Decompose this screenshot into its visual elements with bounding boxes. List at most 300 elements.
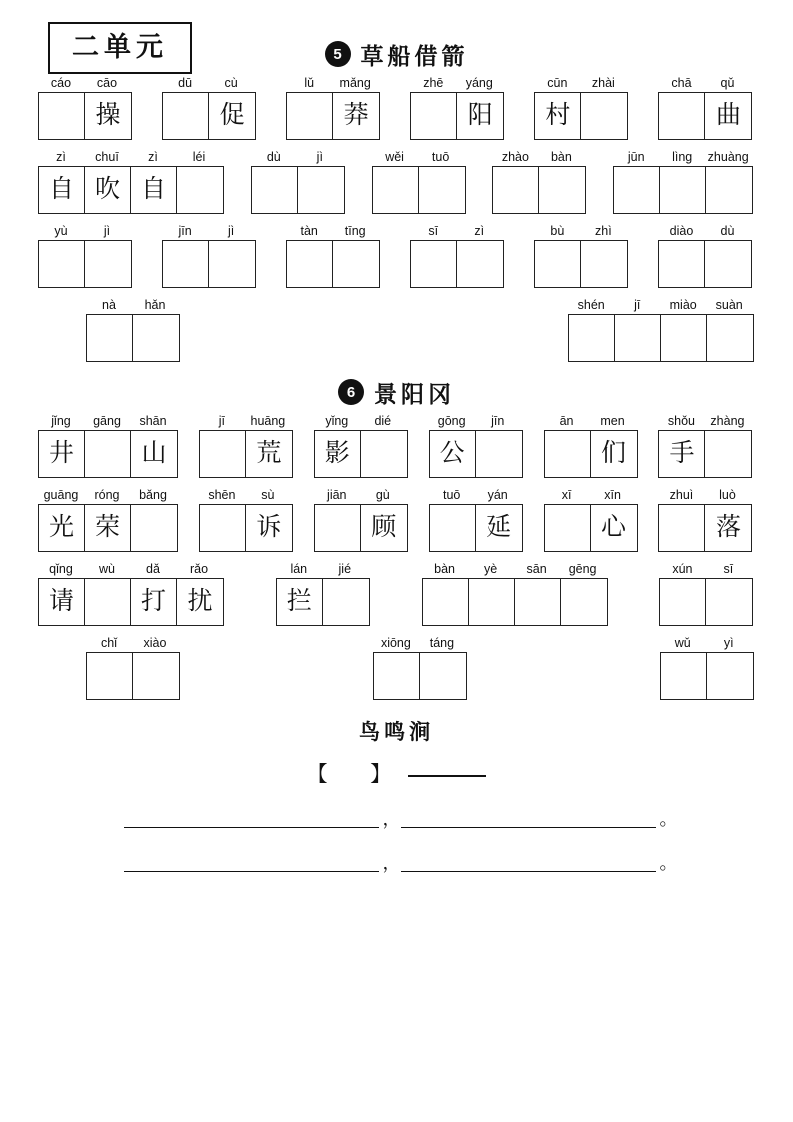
comma-mark: ， <box>382 808 401 829</box>
character-grid <box>162 240 256 288</box>
pinyin-syllable: táng <box>429 635 455 650</box>
word-entry <box>568 297 754 362</box>
word-row <box>38 413 755 478</box>
pinyin-syllable: zhuì <box>669 487 694 502</box>
character-grid <box>410 240 504 288</box>
pinyin-row <box>544 413 638 430</box>
bracket-left: 【 <box>306 761 330 786</box>
lesson-title: 景阳冈 <box>374 381 455 407</box>
period-mark: 。 <box>659 808 678 829</box>
character-cell-blank[interactable] <box>85 579 131 625</box>
character-grid <box>199 504 293 552</box>
character-cell-blank[interactable] <box>374 653 420 699</box>
pinyin-syllable: wěi <box>385 149 404 164</box>
word-entry <box>429 487 523 552</box>
character-cell-blank[interactable] <box>200 431 246 477</box>
character-cell-blank[interactable] <box>39 241 85 287</box>
character-cell-blank[interactable] <box>706 579 752 625</box>
character-grid <box>314 504 408 552</box>
pinyin-syllable: yì <box>723 635 734 650</box>
word-entry <box>276 561 370 626</box>
character-cell-filled[interactable]: 诉 <box>256 514 282 542</box>
word-entry <box>660 635 754 700</box>
pinyin-syllable: jié <box>338 561 352 576</box>
character-cell-blank[interactable] <box>163 93 209 139</box>
character-grid <box>613 166 753 214</box>
word-entry <box>38 413 178 478</box>
character-cell-filled[interactable]: 促 <box>219 102 245 130</box>
pinyin-syllable: zhuàng <box>707 149 749 164</box>
poem-blank[interactable] <box>124 813 379 828</box>
pinyin-syllable: dū <box>178 75 193 90</box>
pinyin-syllable: shēn <box>208 487 236 502</box>
word-row <box>38 149 755 214</box>
pinyin-syllable: jī <box>218 413 226 428</box>
word-entry <box>314 487 408 552</box>
pinyin-syllable: cáo <box>50 75 72 90</box>
character-cell-blank[interactable] <box>545 505 591 551</box>
character-grid <box>568 314 754 362</box>
character-cell-blank[interactable] <box>373 167 419 213</box>
character-cell-blank[interactable] <box>411 93 457 139</box>
character-cell-blank[interactable] <box>561 579 607 625</box>
pinyin-syllable: jīn <box>178 223 192 238</box>
pinyin-syllable: zhài <box>591 75 615 90</box>
poem-blank[interactable] <box>401 813 656 828</box>
pinyin-row <box>658 223 752 240</box>
pinyin-syllable: mǎng <box>339 75 371 90</box>
pinyin-syllable: xī <box>561 487 572 502</box>
word-entry <box>544 487 638 552</box>
pinyin-row <box>429 487 523 504</box>
pinyin-syllable: jì <box>227 223 235 238</box>
word-entry <box>658 487 752 552</box>
character-grid <box>544 430 638 478</box>
character-cell-filled[interactable]: 阳 <box>467 102 493 130</box>
pinyin-row <box>162 75 256 92</box>
character-grid <box>660 652 754 700</box>
bracket-right: 】 <box>370 761 394 786</box>
character-grid <box>372 166 466 214</box>
word-row <box>86 297 755 362</box>
pinyin-syllable: shān <box>139 413 167 428</box>
pinyin-row <box>38 561 224 578</box>
character-cell-blank[interactable] <box>569 315 615 361</box>
poem-answer-lines <box>38 810 755 872</box>
character-cell-blank[interactable] <box>707 315 753 361</box>
pinyin-row <box>534 223 628 240</box>
pinyin-syllable: xiōng <box>380 635 411 650</box>
character-cell-blank[interactable] <box>85 241 131 287</box>
character-cell-blank[interactable] <box>200 505 246 551</box>
comma-mark: ， <box>382 852 401 873</box>
pinyin-row <box>373 635 467 652</box>
pinyin-syllable: tuō <box>442 487 461 502</box>
character-cell-blank[interactable] <box>493 167 539 213</box>
character-cell-filled[interactable]: 村 <box>535 93 581 139</box>
character-cell-blank[interactable] <box>419 167 465 213</box>
pinyin-syllable: sī <box>428 223 439 238</box>
character-cell-blank[interactable] <box>581 241 627 287</box>
poem-line <box>38 854 755 872</box>
lesson-5-word-rows <box>38 75 755 362</box>
character-cell-filled[interactable]: 延 <box>486 514 512 542</box>
pinyin-syllable: xún <box>672 561 693 576</box>
character-cell-filled[interactable]: 们 <box>601 440 627 468</box>
pinyin-syllable: dù <box>266 149 281 164</box>
period-mark: 。 <box>659 852 678 873</box>
character-cell-filled[interactable]: 光 <box>39 505 85 551</box>
word-entry <box>658 75 752 140</box>
pinyin-syllable: huāng <box>250 413 286 428</box>
pinyin-row <box>314 487 408 504</box>
pinyin-syllable: dù <box>720 223 735 238</box>
pinyin-row <box>86 635 180 652</box>
pinyin-syllable: jūn <box>627 149 645 164</box>
pinyin-syllable: qǐng <box>49 561 73 576</box>
character-cell-filled[interactable]: 自 <box>131 167 177 213</box>
pinyin-row <box>286 75 380 92</box>
pinyin-syllable: men <box>600 413 625 428</box>
pinyin-syllable: chǐ <box>101 635 117 650</box>
pinyin-syllable: lán <box>290 561 308 576</box>
character-cell-filled[interactable]: 荒 <box>256 440 282 468</box>
word-entry <box>534 75 628 140</box>
character-cell-blank[interactable] <box>659 93 705 139</box>
pinyin-row <box>38 413 178 430</box>
character-cell-blank[interactable] <box>660 579 706 625</box>
word-entry <box>659 561 753 626</box>
character-grid <box>659 578 753 626</box>
character-cell-blank[interactable] <box>457 241 503 287</box>
poem-line <box>38 810 755 828</box>
character-cell-blank[interactable] <box>706 167 752 213</box>
pinyin-syllable: hǎn <box>144 297 166 312</box>
character-grid <box>86 652 180 700</box>
character-cell-blank[interactable] <box>615 315 661 361</box>
character-cell-filled[interactable]: 自 <box>39 167 85 213</box>
character-cell-filled[interactable]: 山 <box>141 440 167 468</box>
pinyin-row <box>429 413 523 430</box>
character-cell-blank[interactable] <box>614 167 660 213</box>
pinyin-syllable: jǐng <box>51 413 71 428</box>
pinyin-row <box>314 413 408 430</box>
word-entry <box>658 223 752 288</box>
poem-blank[interactable] <box>124 857 379 872</box>
pinyin-syllable: jiān <box>327 487 347 502</box>
character-cell-blank[interactable] <box>515 579 561 625</box>
pinyin-row <box>38 223 132 240</box>
character-cell-filled[interactable]: 公 <box>430 431 476 477</box>
pinyin-syllable: bù <box>550 223 565 238</box>
character-cell-filled[interactable]: 影 <box>315 431 361 477</box>
pinyin-row <box>422 561 608 578</box>
pinyin-syllable: zì <box>148 149 158 164</box>
pinyin-syllable: tuō <box>431 149 450 164</box>
word-entry <box>162 75 256 140</box>
word-entry <box>373 635 467 700</box>
pinyin-row <box>410 223 504 240</box>
pinyin-row <box>660 635 754 652</box>
character-cell-filled[interactable]: 顾 <box>371 514 397 542</box>
character-cell-blank[interactable] <box>133 653 179 699</box>
character-grid <box>38 430 178 478</box>
character-grid <box>38 92 132 140</box>
pinyin-syllable: bǎng <box>139 487 167 502</box>
character-cell-filled[interactable]: 心 <box>601 514 627 542</box>
character-cell-filled[interactable]: 井 <box>39 431 85 477</box>
pinyin-syllable: luò <box>719 487 736 502</box>
pinyin-syllable: cù <box>224 75 238 90</box>
character-cell-filled[interactable]: 吹 <box>85 167 131 213</box>
word-entry <box>429 413 523 478</box>
lesson-number-badge: 6 <box>338 379 364 405</box>
word-entry <box>38 223 132 288</box>
pinyin-syllable: xiào <box>143 635 167 650</box>
word-entry <box>38 487 178 552</box>
word-entry <box>38 561 224 626</box>
character-cell-filled[interactable]: 拦 <box>277 579 323 625</box>
character-grid <box>658 504 752 552</box>
pinyin-syllable: jì <box>316 149 323 164</box>
poem-title: 鸟鸣涧 <box>359 719 434 744</box>
pinyin-row <box>286 223 380 240</box>
character-cell-blank[interactable] <box>361 431 407 477</box>
character-cell-blank[interactable] <box>545 431 591 477</box>
character-grid <box>429 430 523 478</box>
word-entry <box>86 635 180 700</box>
word-entry <box>658 413 752 478</box>
author-blank[interactable] <box>408 763 486 777</box>
character-cell-blank[interactable] <box>133 315 179 361</box>
pinyin-syllable: wù <box>99 561 115 576</box>
word-entry <box>613 149 753 214</box>
pinyin-syllable: dié <box>374 413 392 428</box>
pinyin-syllable: tàn <box>300 223 318 238</box>
pinyin-row <box>38 149 224 166</box>
pinyin-syllable: lǔ <box>304 75 315 90</box>
character-cell-blank[interactable] <box>177 167 223 213</box>
pinyin-syllable: nà <box>102 297 116 312</box>
character-cell-blank[interactable] <box>87 653 133 699</box>
character-grid <box>492 166 586 214</box>
pinyin-row <box>38 487 178 504</box>
pinyin-syllable: chuī <box>95 149 119 164</box>
character-grid <box>162 92 256 140</box>
character-cell-blank[interactable] <box>707 653 753 699</box>
pinyin-row <box>658 413 752 430</box>
character-cell-blank[interactable] <box>430 505 476 551</box>
pinyin-syllable: qǔ <box>720 75 735 90</box>
pinyin-row <box>613 149 753 166</box>
word-entry <box>534 223 628 288</box>
pinyin-syllable: yè <box>483 561 498 576</box>
pinyin-syllable: tīng <box>344 223 366 238</box>
character-cell-filled[interactable]: 操 <box>95 102 121 130</box>
pinyin-syllable: zì <box>56 149 66 164</box>
pinyin-syllable: ān <box>559 413 574 428</box>
word-entry <box>492 149 586 214</box>
character-grid <box>422 578 608 626</box>
word-entry <box>251 149 345 214</box>
character-grid <box>199 430 293 478</box>
pinyin-syllable: bàn <box>434 561 456 576</box>
character-cell-blank[interactable] <box>476 431 522 477</box>
pinyin-syllable: léi <box>192 149 206 164</box>
pinyin-row <box>568 297 754 314</box>
character-grid <box>286 240 380 288</box>
character-cell-blank[interactable] <box>705 241 751 287</box>
character-cell-blank[interactable] <box>539 167 585 213</box>
character-grid <box>429 504 523 552</box>
character-cell-blank[interactable] <box>705 431 751 477</box>
pinyin-row <box>251 149 345 166</box>
character-cell-blank[interactable] <box>287 93 333 139</box>
pinyin-syllable: cūn <box>547 75 568 90</box>
character-cell-blank[interactable] <box>423 579 469 625</box>
word-row <box>38 75 755 140</box>
character-cell-blank[interactable] <box>333 241 379 287</box>
pinyin-syllable: suàn <box>715 297 743 312</box>
pinyin-syllable: yù <box>54 223 68 238</box>
pinyin-syllable: sān <box>526 561 547 576</box>
character-cell-blank[interactable] <box>39 93 85 139</box>
lesson-heading-6 <box>38 376 755 409</box>
pinyin-row <box>86 297 180 314</box>
character-cell-blank[interactable] <box>581 93 627 139</box>
pinyin-syllable: jīn <box>491 413 505 428</box>
word-row <box>86 635 755 700</box>
character-cell-blank[interactable] <box>469 579 515 625</box>
pinyin-syllable: róng <box>94 487 120 502</box>
lesson-number-badge: 5 <box>325 41 351 67</box>
character-cell-blank[interactable] <box>85 431 131 477</box>
character-grid <box>251 166 345 214</box>
character-cell-filled[interactable]: 请 <box>39 579 85 625</box>
character-cell-blank[interactable] <box>209 241 255 287</box>
character-cell-blank[interactable] <box>287 241 333 287</box>
word-entry <box>38 75 132 140</box>
word-entry <box>199 413 293 478</box>
character-grid <box>286 92 380 140</box>
character-cell-blank[interactable] <box>535 241 581 287</box>
character-grid <box>38 578 224 626</box>
lesson-6-word-rows <box>38 413 755 700</box>
character-grid <box>276 578 370 626</box>
word-row <box>38 223 755 288</box>
pinyin-syllable: sī <box>723 561 734 576</box>
pinyin-row <box>199 487 293 504</box>
character-cell-blank[interactable] <box>131 505 177 551</box>
character-grid <box>38 504 178 552</box>
pinyin-syllable: cāo <box>96 75 118 90</box>
character-grid <box>38 240 132 288</box>
pinyin-syllable: sù <box>261 487 275 502</box>
character-cell-blank[interactable] <box>659 505 705 551</box>
pinyin-syllable: miào <box>669 297 697 312</box>
word-entry <box>162 223 256 288</box>
character-cell-blank[interactable] <box>315 505 361 551</box>
pinyin-syllable: chā <box>671 75 692 90</box>
character-cell-blank[interactable] <box>323 579 369 625</box>
character-cell-blank[interactable] <box>660 167 706 213</box>
character-cell-blank[interactable] <box>252 167 298 213</box>
pinyin-row <box>659 561 753 578</box>
word-entry <box>286 75 380 140</box>
pinyin-syllable: yáng <box>465 75 493 90</box>
character-cell-blank[interactable] <box>661 653 707 699</box>
word-entry <box>544 413 638 478</box>
pinyin-syllable: shǒu <box>667 413 695 428</box>
pinyin-row <box>199 413 293 430</box>
word-entry <box>410 75 504 140</box>
character-cell-blank[interactable] <box>659 241 705 287</box>
character-cell-blank[interactable] <box>420 653 466 699</box>
character-cell-filled[interactable]: 曲 <box>715 102 741 130</box>
pinyin-syllable: yǐng <box>325 413 349 428</box>
pinyin-syllable: xīn <box>604 487 621 502</box>
character-cell-filled[interactable]: 莽 <box>343 102 369 130</box>
character-grid <box>544 504 638 552</box>
character-grid <box>373 652 467 700</box>
character-cell-filled[interactable]: 荣 <box>85 505 131 551</box>
pinyin-row <box>162 223 256 240</box>
word-entry <box>286 223 380 288</box>
character-cell-filled[interactable]: 扰 <box>187 588 213 616</box>
character-grid <box>410 92 504 140</box>
pinyin-syllable: zhàng <box>710 413 745 428</box>
pinyin-row <box>544 487 638 504</box>
lesson-title: 草船借箭 <box>360 43 469 69</box>
character-cell-blank[interactable] <box>163 241 209 287</box>
pinyin-row <box>38 75 132 92</box>
pinyin-syllable: zhē <box>423 75 444 90</box>
word-entry <box>372 149 466 214</box>
pinyin-row <box>410 75 504 92</box>
character-cell-blank[interactable] <box>411 241 457 287</box>
pinyin-syllable: jī <box>634 297 641 312</box>
character-grid <box>314 430 408 478</box>
word-entry <box>38 149 224 214</box>
pinyin-row <box>492 149 586 166</box>
pinyin-syllable: wǔ <box>674 635 691 650</box>
word-entry <box>410 223 504 288</box>
character-cell-blank[interactable] <box>661 315 707 361</box>
pinyin-syllable: rǎo <box>189 561 209 576</box>
pinyin-syllable: gāng <box>93 413 121 428</box>
character-grid <box>38 166 224 214</box>
character-cell-filled[interactable]: 手 <box>659 431 705 477</box>
word-entry <box>86 297 180 362</box>
pinyin-syllable: shén <box>577 297 605 312</box>
unit-title-box: 二单元 <box>48 22 192 74</box>
poem-author-line <box>38 758 755 788</box>
character-cell-filled[interactable]: 落 <box>715 514 741 542</box>
pinyin-syllable: gù <box>375 487 390 502</box>
word-row <box>38 561 755 626</box>
word-entry <box>314 413 408 478</box>
pinyin-syllable: gēng <box>568 561 597 576</box>
character-grid <box>658 92 752 140</box>
pinyin-row <box>372 149 466 166</box>
pinyin-syllable: zì <box>474 223 485 238</box>
word-entry <box>199 487 293 552</box>
character-cell-blank[interactable] <box>298 167 344 213</box>
character-cell-filled[interactable]: 打 <box>131 579 177 625</box>
poem-blank[interactable] <box>401 857 656 872</box>
pinyin-row <box>658 75 752 92</box>
character-cell-blank[interactable] <box>87 315 133 361</box>
